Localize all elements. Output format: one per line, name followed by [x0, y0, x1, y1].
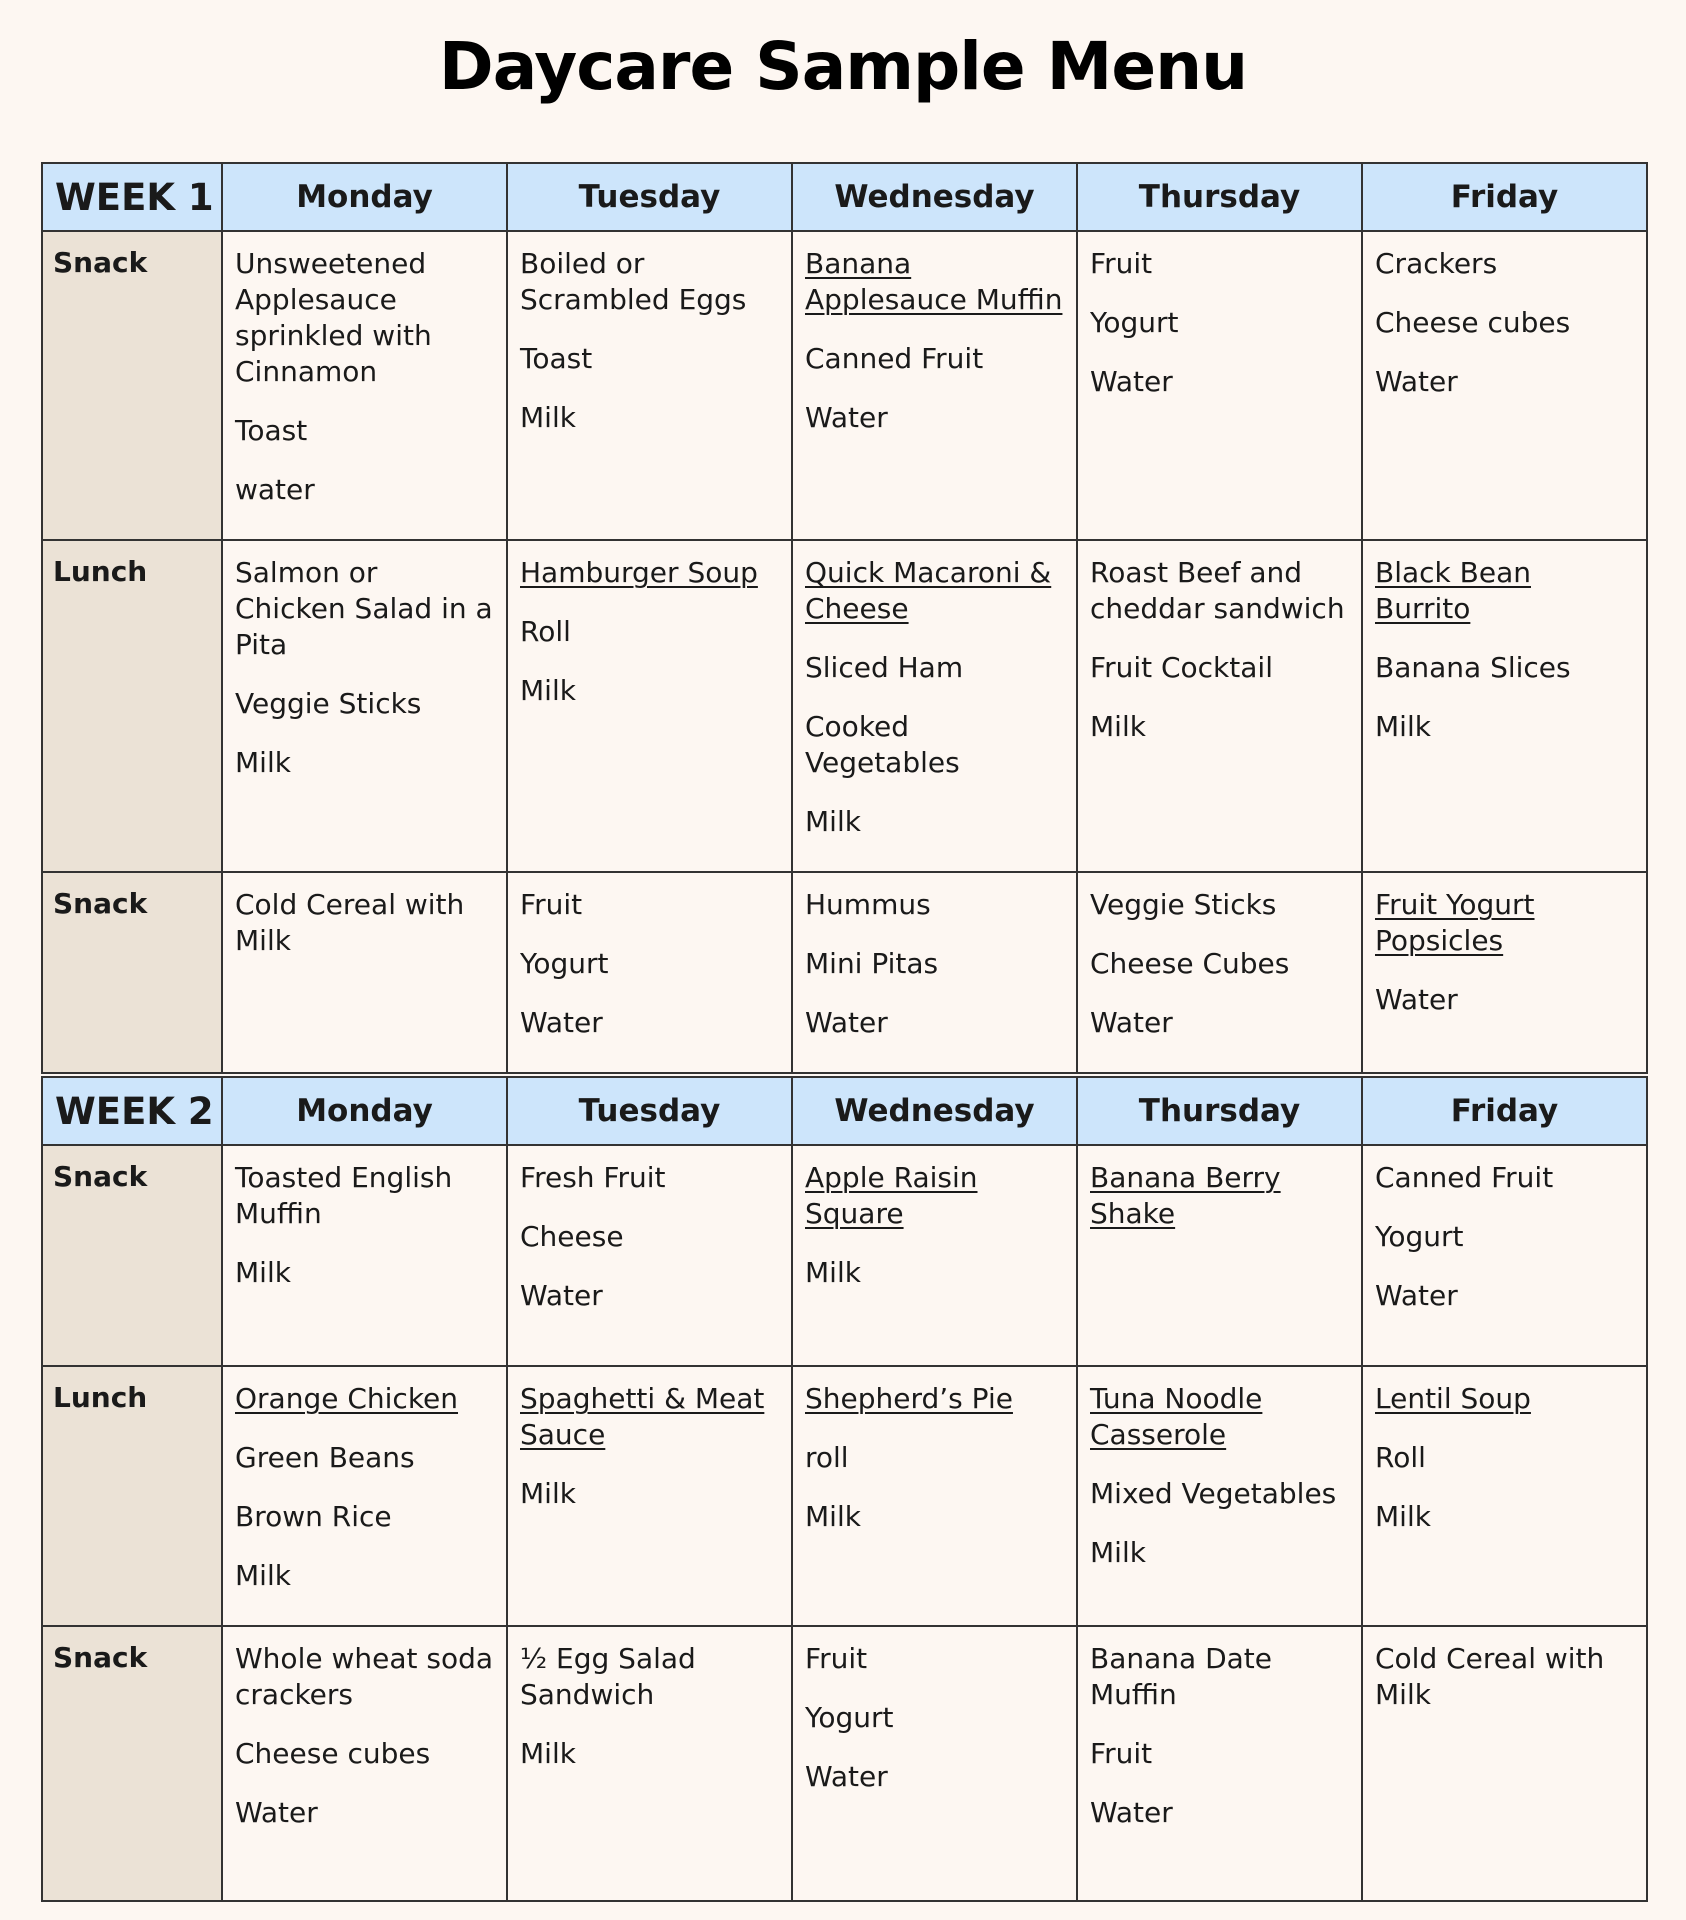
menu-cell-monday: [222, 231, 507, 540]
meal-row: [42, 1145, 1647, 1366]
menu-item: Milk: [805, 1256, 861, 1289]
meal-row: [42, 872, 1647, 1073]
menu-item: Water: [805, 1006, 888, 1039]
menu-item: Mini Pitas: [805, 947, 939, 980]
recipe-link[interactable]: Apple Raisin Square: [805, 1161, 978, 1230]
menu-item: Cold Cereal with Milk: [235, 888, 465, 957]
menu-cell-wednesday: [792, 872, 1077, 1073]
recipe-link[interactable]: Hamburger Soup: [520, 556, 758, 589]
menu-item: Veggie Sticks: [235, 687, 422, 720]
menu-item: Milk: [235, 746, 291, 779]
menu-item: Mixed Vegetables: [1090, 1477, 1337, 1510]
menu-item: Milk: [1375, 710, 1431, 743]
week-2-menu-table: [41, 1076, 1648, 1902]
menu-item: Yogurt: [1375, 1220, 1464, 1253]
menu-item: Yogurt: [520, 947, 609, 980]
menu-item: Cold Cereal with Milk: [1375, 1642, 1605, 1711]
menu-item: Cheese cubes: [235, 1737, 431, 1770]
day-header-tuesday: Tuesday: [507, 1077, 792, 1145]
menu-item: Milk: [805, 1500, 861, 1533]
menu-cell-thursday: [1077, 1145, 1362, 1366]
menu-item: Milk: [1375, 1500, 1431, 1533]
menu-item: Sliced Ham: [805, 651, 964, 684]
recipe-link[interactable]: Lentil Soup: [1375, 1382, 1531, 1415]
menu-item: Water: [520, 1279, 603, 1312]
menu-item: Fruit: [805, 1642, 868, 1675]
menu-item: Milk: [520, 401, 576, 434]
menu-cell-friday: [1362, 540, 1647, 872]
menu-cell-tuesday: [507, 1366, 792, 1626]
menu-item: Hummus: [805, 888, 931, 921]
recipe-link[interactable]: Fruit Yogurt Popsicles: [1375, 888, 1535, 957]
menu-item: Yogurt: [1090, 306, 1179, 339]
menu-item: Cooked Vegetables: [805, 710, 960, 779]
meal-label: Snack: [42, 1145, 222, 1366]
menu-item: Brown Rice: [235, 1500, 392, 1533]
menu-item: Roll: [1375, 1441, 1426, 1474]
menu-item: Fruit: [1090, 247, 1153, 280]
recipe-link[interactable]: Spaghetti & Meat Sauce: [520, 1382, 765, 1451]
day-header-thursday: Thursday: [1077, 1077, 1362, 1145]
menu-cell-friday: [1362, 231, 1647, 540]
menu-cell-thursday: [1077, 1366, 1362, 1626]
menu-item: Boiled or Scrambled Eggs: [520, 247, 747, 316]
recipe-link[interactable]: Black Bean Burrito: [1375, 556, 1531, 625]
menu-cell-thursday: [1077, 1626, 1362, 1901]
menu-item: Milk: [235, 1256, 291, 1289]
menu-item: Fresh Fruit: [520, 1161, 666, 1194]
day-header-wednesday: Wednesday: [792, 163, 1077, 231]
menu-item: Water: [805, 1760, 888, 1793]
menu-item: Milk: [805, 805, 861, 838]
meal-label: Lunch: [42, 540, 222, 872]
menu-cell-tuesday: [507, 872, 792, 1073]
day-header-tuesday: Tuesday: [507, 163, 792, 231]
menu-item: Toast: [520, 342, 593, 375]
meal-row: [42, 231, 1647, 540]
menu-item: Yogurt: [805, 1701, 894, 1734]
menu-item: Salmon or Chicken Salad in a Pita: [235, 556, 493, 661]
menu-item: Canned Fruit: [805, 342, 984, 375]
menu-item: Milk: [235, 1559, 291, 1592]
menu-item: Water: [1090, 1796, 1173, 1829]
recipe-link[interactable]: Banana Applesauce Muffin: [805, 247, 1063, 316]
menu-item: ½ Egg Salad Sandwich: [520, 1642, 696, 1711]
menu-cell-tuesday: [507, 231, 792, 540]
recipe-link[interactable]: Shepherd’s Pie: [805, 1382, 1013, 1415]
menu-cell-thursday: [1077, 540, 1362, 872]
menu-item: water: [235, 473, 315, 506]
menu-item: Cheese Cubes: [1090, 947, 1290, 980]
day-header-monday: Monday: [222, 1077, 507, 1145]
meal-label: Snack: [42, 1626, 222, 1901]
menu-item: Toasted English Muffin: [235, 1161, 453, 1230]
recipe-link[interactable]: Banana Berry Shake: [1090, 1161, 1281, 1230]
menu-cell-wednesday: [792, 540, 1077, 872]
menu-item: Veggie Sticks: [1090, 888, 1277, 921]
menu-cell-friday: [1362, 872, 1647, 1073]
menu-cell-friday: [1362, 1626, 1647, 1901]
menu-item: Milk: [1090, 1536, 1146, 1569]
menu-cell-thursday: [1077, 231, 1362, 540]
menu-item: Fruit: [1090, 1737, 1153, 1770]
header-row: [42, 163, 1647, 231]
meal-label: Snack: [42, 231, 222, 540]
day-header-wednesday: Wednesday: [792, 1077, 1077, 1145]
menu-cell-wednesday: [792, 1366, 1077, 1626]
meal-row: [42, 1626, 1647, 1901]
menu-item: Toast: [235, 414, 308, 447]
meal-label: Snack: [42, 872, 222, 1073]
page-title: Daycare Sample Menu: [438, 28, 1248, 105]
menu-cell-monday: [222, 1366, 507, 1626]
menu-cell-monday: [222, 540, 507, 872]
menu-cell-monday: [222, 1626, 507, 1901]
menu-item: Banana Slices: [1375, 651, 1571, 684]
day-header-thursday: Thursday: [1077, 163, 1362, 231]
menu-item: Whole wheat soda crackers: [235, 1642, 494, 1711]
menu-item: Milk: [1090, 710, 1146, 743]
week-1-menu-table: [41, 162, 1648, 1074]
recipe-link[interactable]: Tuna Noodle Casserole: [1090, 1382, 1263, 1451]
menu-item: Water: [805, 401, 888, 434]
day-header-monday: Monday: [222, 163, 507, 231]
menu-item: Water: [1090, 1006, 1173, 1039]
menu-cell-wednesday: [792, 231, 1077, 540]
menu-cell-monday: [222, 1145, 507, 1366]
menu-item: Unsweetened Applesauce sprinkled with Cinnamon: [235, 247, 432, 388]
menu-cell-wednesday: [792, 1626, 1077, 1901]
menu-item: Green Beans: [235, 1441, 415, 1474]
menu-item: Water: [1375, 983, 1458, 1016]
recipe-link[interactable]: Quick Macaroni & Cheese: [805, 556, 1052, 625]
menu-item: Roll: [520, 615, 571, 648]
menu-item: Water: [1090, 365, 1173, 398]
menu-item: Water: [235, 1796, 318, 1829]
menu-cell-tuesday: [507, 540, 792, 872]
menu-cell-tuesday: [507, 1145, 792, 1366]
day-header-friday: Friday: [1362, 163, 1647, 231]
meal-row: [42, 540, 1647, 872]
menu-item: Fruit Cocktail: [1090, 651, 1273, 684]
menu-item: roll: [805, 1441, 849, 1474]
menu-item: Fruit: [520, 888, 583, 921]
menu-cell-monday: [222, 872, 507, 1073]
menu-cell-friday: [1362, 1366, 1647, 1626]
menu-item: Milk: [520, 674, 576, 707]
menu-item: Cheese: [520, 1220, 624, 1253]
menu-cell-thursday: [1077, 872, 1362, 1073]
menu-cell-tuesday: [507, 1626, 792, 1901]
menu-item: Crackers: [1375, 247, 1498, 280]
menu-item: Milk: [520, 1737, 576, 1770]
week-label: WEEK 1: [42, 163, 222, 231]
meal-row: [42, 1366, 1647, 1626]
menu-item: Banana Date Muffin: [1090, 1642, 1272, 1711]
menu-item: Cheese cubes: [1375, 306, 1571, 339]
menu-item: Water: [520, 1006, 603, 1039]
menu-item: Water: [1375, 365, 1458, 398]
menu-cell-wednesday: [792, 1145, 1077, 1366]
menu-item: Water: [1375, 1279, 1458, 1312]
menu-cell-friday: [1362, 1145, 1647, 1366]
menu-item: Roast Beef and cheddar sandwich: [1090, 556, 1345, 625]
day-header-friday: Friday: [1362, 1077, 1647, 1145]
header-row: [42, 1077, 1647, 1145]
week-label: WEEK 2: [42, 1077, 222, 1145]
meal-label: Lunch: [42, 1366, 222, 1626]
menu-item: Milk: [520, 1477, 576, 1510]
menu-item: Canned Fruit: [1375, 1161, 1554, 1194]
recipe-link[interactable]: Orange Chicken: [235, 1382, 459, 1415]
